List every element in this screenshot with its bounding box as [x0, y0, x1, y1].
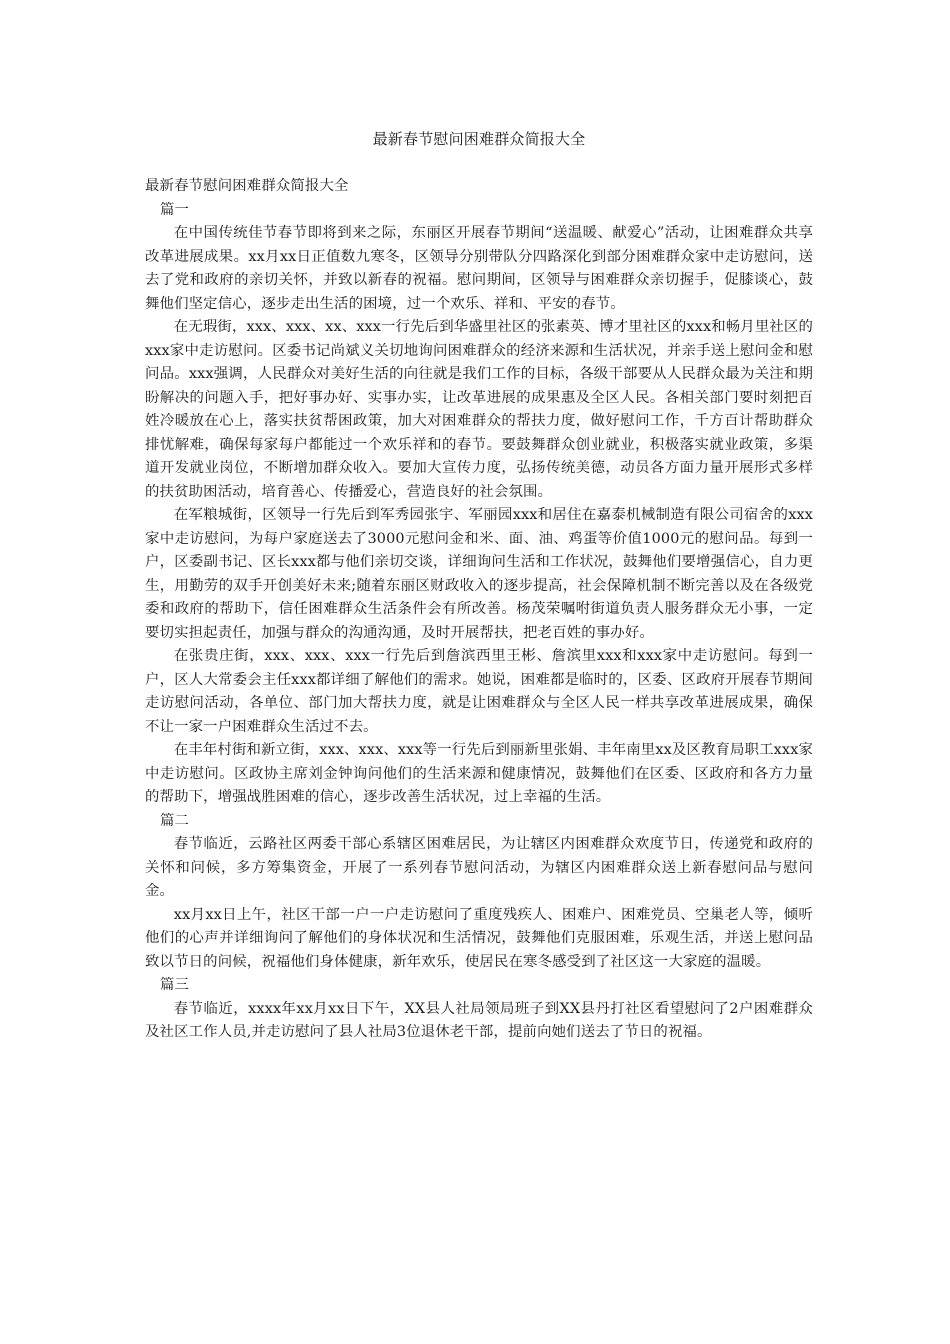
- document-body: [145, 175, 813, 1045]
- paragraph: 春节临近，云路社区两委干部心系辖区困难居民，为让辖区内困难群众欢度节日，传递党和政府的关怀和问候，多方筹集资金，开展了一系列春节慰问活动，为辖区内困难群众送上新春慰问品与慰问金。: [145, 836, 813, 899]
- section-heading-1: 篇一: [160, 201, 190, 218]
- section-heading-2: 篇二: [160, 812, 190, 829]
- paragraph: 春节临近，xxxx年xx月xx日下午，XX县人社局领局班子到XX县丹打社区看望慰问了2户困难群众及社区工作人员,并走访慰问了县人社局3位退休老干部，提前向她们送去了节日的祝福。: [145, 1000, 813, 1040]
- paragraph: 在丰年村街和新立街，xxx、xxx、xxx等一行先后到丽新里张娟、丰年南里xx及区教育局职工xxx家中走访慰问。区政协主席刘金钟询问他们的生活来源和健康情况，鼓舞他们在区委、区政府和各方力量的帮助下，增强战胜困难的信心，逐步改善生活状况，过上幸福的生活。: [145, 742, 813, 805]
- document-title: 最新春节慰问困难群众简报大全: [372, 130, 586, 148]
- paragraph: 在中国传统佳节春节即将到来之际，东丽区开展春节期间“送温暖、献爱心”活动，让困难群众共享改革进展成果。xx月xx日正值数九寒冬，区领导分别带队分四路深化到部分困难群众家中走访慰问，送去了党和政府的亲切关怀，并致以新春的祝福。慰问期间，区领导与困难群众亲切握手，促膝谈心，鼓舞他们坚定信心，逐步走出生活的困境，过一个欢乐、祥和、平安的春节。: [145, 225, 813, 312]
- paragraph: xx月xx日上午，社区干部一户一户走访慰问了重度残疾人、困难户、困难党员、空巢老人等，倾听他们的心声并详细询问了解他们的身体状况和生活情况，鼓舞他们克服困难，乐观生活，并送上慰问品致以节日的问候，祝福他们身体健康，新年欢乐，使居民在寒冬感受到了社区这一大家庭的温暖。: [145, 906, 813, 970]
- paragraph: 在无瑕街，xxx、xxx、xx、xxx一行先后到华盛里社区的张素英、博才里社区的xxx和畅月里社区的xxx家中走访慰问。区委书记尚斌义关切地询问困难群众的经济来源和生活状况，并亲手送上慰问金和慰问品。xxx强调，人民群众对美好生活的向往就是我们工作的目标，各级干部要从人民群众最为关注和期盼解决的问题入手，把好事办好、实事办实，让改革进展的成果惠及全区人民。各相关部门要时刻把百姓冷暖放在心上，落实扶贫帮困政策，加大对困难群众的帮扶力度，做好慰问工作，千方百计帮助群众排忧解难，确保每家每户都能过一个欢乐祥和的春节。要鼓舞群众创业就业，积极落实就业政策，多渠道开发就业岗位，不断增加群众收入。要加大宣传力度，弘扬传统美德，动员各方面力量开展形式多样的扶贫助困活动，培育善心、传播爱心，营造良好的社会氛围。: [145, 319, 813, 500]
- document-subtitle: 最新春节慰问困难群众简报大全: [145, 178, 349, 194]
- section-heading-3: 篇三: [160, 977, 190, 993]
- paragraph: 在军粮城街，区领导一行先后到军秀园张宇、军丽园xxx和居住在嘉泰机械制造有限公司宿舍的xxx家中走访慰问，为每户家庭送去了3000元慰问金和米、面、油、鸡蛋等价值1000元的慰问品。每到一户，区委副书记、区长xxx都与他们亲切交谈，详细询问生活和工作状况，鼓舞他们要增强信心，自力更生，用勤劳的双手开创美好未来;随着东丽区财政收入的逐步提高，社会保障机制不断完善以及在各级党委和政府的帮助下，信任困难群众生活条件会有所改善。杨茂荣嘱咐街道负责人服务群众无小事，一定要切实担起责任，加强与群众的沟通沟通，及时开展帮扶，把老百姓的事办好。: [145, 507, 813, 641]
- paragraph: 在张贵庄街，xxx、xxx、xxx一行先后到詹滨西里王彬、詹滨里xxx和xxx家中走访慰问。每到一户，区人大常委会主任xxx都详细了解他们的需求。她说，困难都是临时的，区委、区政府开展春节期间走访慰问活动，各单位、部门加大帮扶力度，就是让困难群众与全区人民一样共享改革进展成果，确保不让一家一户困难群众生活过不去。: [145, 648, 813, 735]
